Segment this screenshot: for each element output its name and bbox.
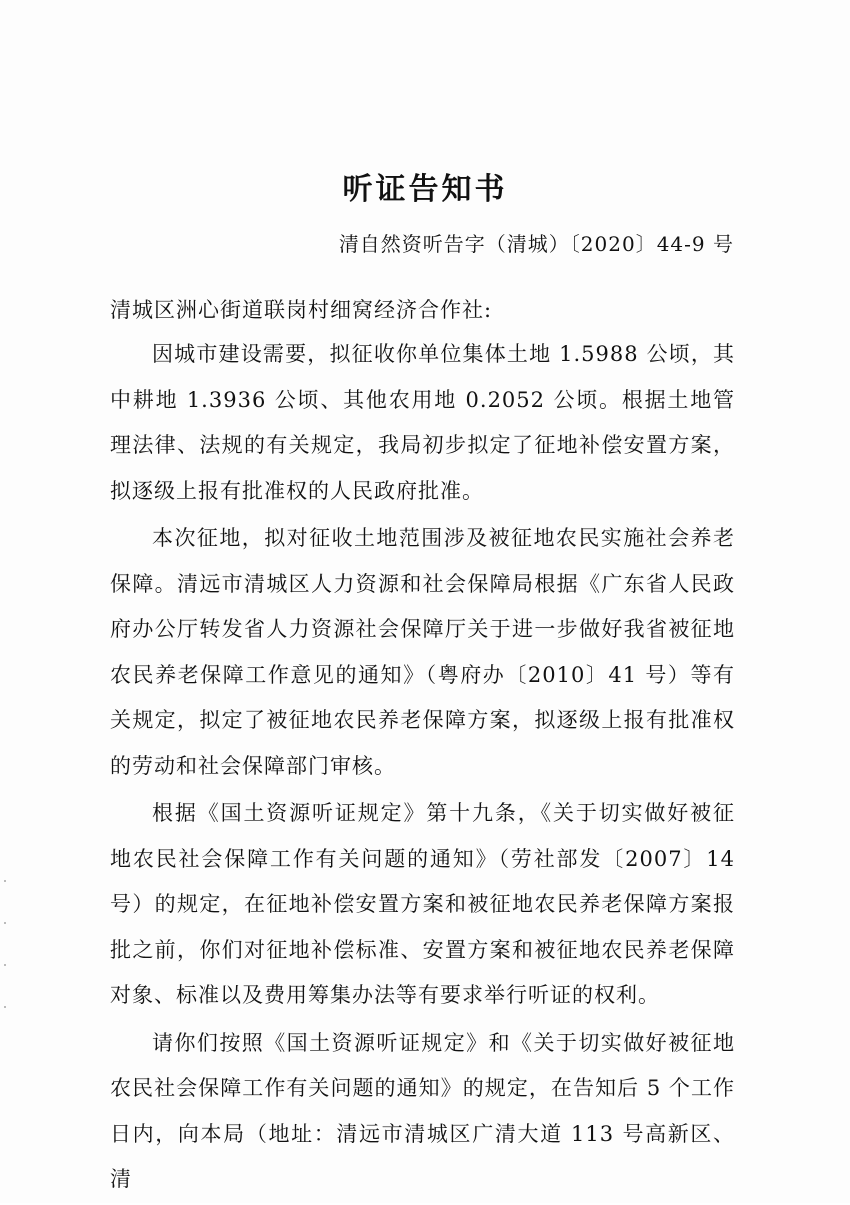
scan-mark — [4, 1006, 6, 1008]
paragraph-3: 根据《国土资源听证规定》第十九条，《关于切实做好被征地农民社会保障工作有关问题的通知》（劳社部发〔2007〕14 号）的规定，在征地补偿安置方案和被征地农民养老保障方案报批之前，你们对征地补偿标准、安置方案和被征地农民养老保障对象、标准以及费用筹集办法等有要求举行听证的权利。 — [110, 801, 735, 1007]
document-title: 听证告知书 — [342, 172, 508, 207]
paragraph-4: 请你们按照《国土资源听证规定》和《关于切实做好被征地农民社会保障工作有关问题的通知》的规定，在告知后 5 个工作日内，向本局（地址：清远市清城区广清大道 113 号高新区、清 — [110, 1030, 735, 1191]
paragraph-1: 因城市建设需要，拟征收你单位集体土地 1.5988 公顷，其中耕地 1.3936 公顷、其他农用地 0.2052 公顷。根据土地管理法律、法规的有关规定，我局初步拟定了征地补偿安置方案，拟逐级上报有批准权的人民政府批准。 — [110, 342, 735, 503]
scan-edge-marks — [4, 880, 8, 1080]
paragraph-2: 本次征地，拟对征收土地范围涉及被征地农民实施社会养老保障。清远市清城区人力资源和社会保障局根据《广东省人民政府办公厅转发省人力资源社会保障厅关于进一步做好我省被征地农民养老保障工作意见的通知》（粤府办〔2010〕41 号）等有关规定，拟定了被征地农民养老保障方案，拟逐级上报有批准权的劳动和社会保障部门审核。 — [110, 526, 735, 778]
scan-mark — [4, 922, 6, 924]
addressee: 清城区洲心街道联岗村细窝经济合作社: — [110, 298, 493, 322]
body-text — [110, 332, 735, 1205]
document-number: 清自然资听告字（清城）〔2020〕44-9 号 — [338, 232, 734, 256]
scan-mark — [4, 964, 6, 966]
scan-mark — [4, 880, 6, 882]
